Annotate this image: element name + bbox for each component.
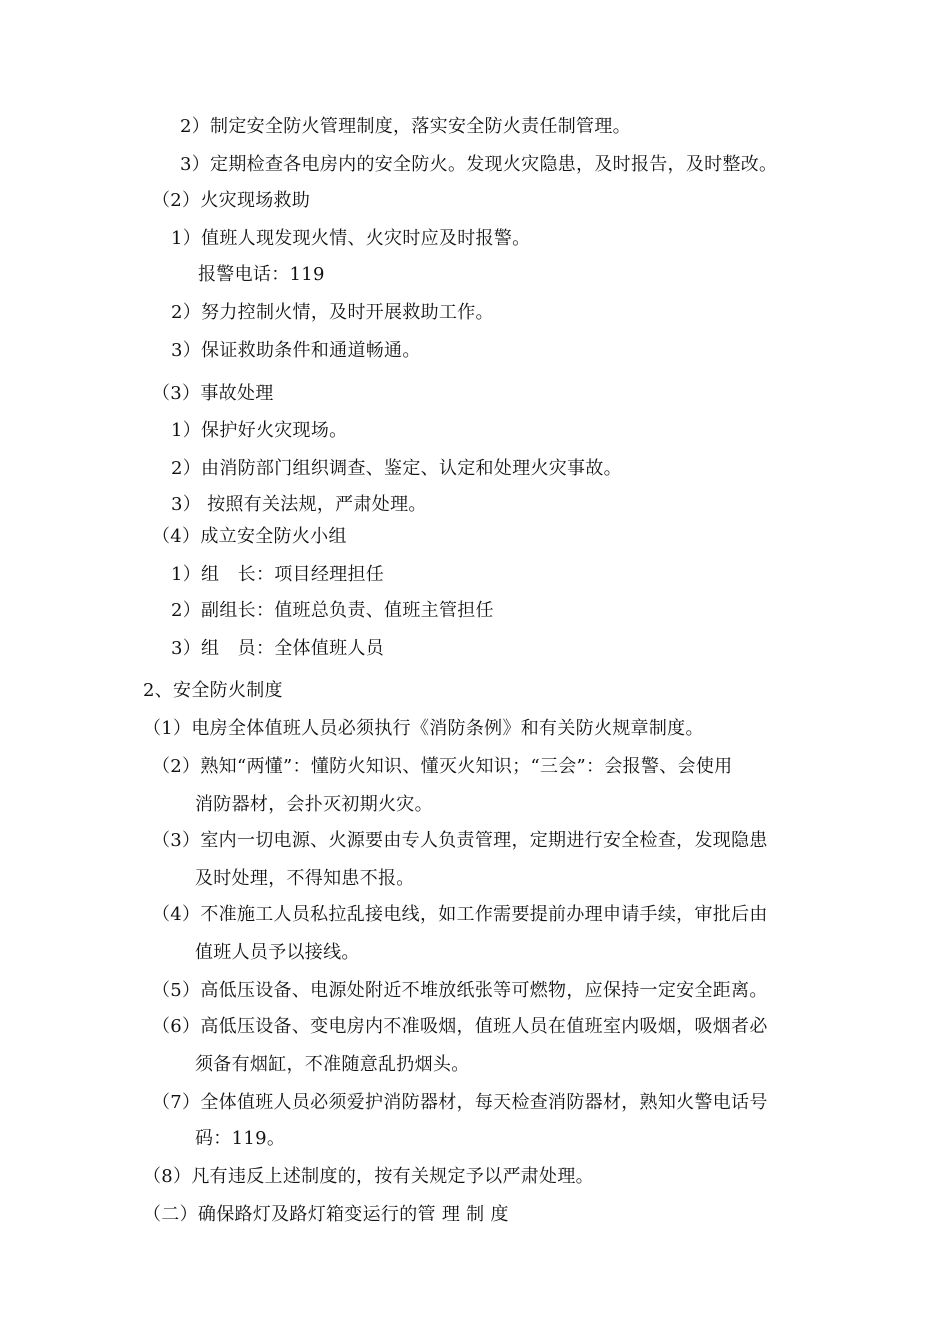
- text-line: （8）凡有违反上述制度的，按有关规定予以严肃处理。: [143, 1166, 594, 1187]
- text-line: 码：119。: [195, 1128, 286, 1149]
- text-line: 消防器材，会扑灭初期火灾。: [195, 794, 433, 815]
- text-line: （5）高低压设备、电源处附近不堆放纸张等可燃物，应保持一定安全距离。: [152, 980, 768, 1001]
- text-line: 2）副组长：值班总负责、值班主管担任: [171, 600, 494, 621]
- text-line: （3）室内一切电源、火源要由专人负责管理，定期进行安全检查，发现隐患: [152, 830, 768, 851]
- text-line: （4）不准施工人员私拉乱接电线，如工作需要提前办理申请手续，审批后由: [152, 904, 768, 925]
- text-line: （7）全体值班人员必须爱护消防器材，每天检查消防器材，熟知火警电话号: [152, 1092, 768, 1113]
- text-line: 2）制定安全防火管理制度，落实安全防火责任制管理。: [180, 116, 631, 137]
- text-line: 1）保护好火灾现场。: [171, 420, 348, 441]
- text-line: 及时处理，不得知患不报。: [195, 868, 415, 889]
- text-line: （1）电房全体值班人员必须执行《消防条例》和有关防火规章制度。: [143, 718, 704, 739]
- text-line: 3）组 员：全体值班人员: [171, 638, 385, 659]
- text-line: 2）努力控制火情，及时开展救助工作。: [171, 302, 494, 323]
- text-line: （6）高低压设备、变电房内不准吸烟，值班人员在值班室内吸烟，吸烟者必: [152, 1016, 768, 1037]
- text-line: 须备有烟缸，不准随意乱扔烟头。: [195, 1054, 470, 1075]
- text-line: 报警电话：119: [198, 264, 325, 285]
- text-line: 3）定期检查各电房内的安全防火。发现火灾隐患，及时报告，及时整改。: [180, 154, 778, 175]
- section-heading: （2）火灾现场救助: [152, 190, 311, 211]
- text-line: 3） 按照有关法规，严肃处理。: [171, 494, 427, 515]
- text-line: 2）由消防部门组织调查、鉴定、认定和处理火灾事故。: [171, 458, 622, 479]
- section-heading: （3）事故处理: [152, 383, 274, 404]
- text-line: 3）保证救助条件和通道畅通。: [171, 340, 421, 361]
- text-line: 1）值班人现发现火情、火灾时应及时报警。: [171, 228, 531, 249]
- section-heading: （二）确保路灯及路灯箱变运行的管 理 制 度: [143, 1204, 509, 1225]
- section-heading: （4）成立安全防火小组: [152, 526, 347, 547]
- text-line: 值班人员予以接线。: [195, 942, 360, 963]
- text-line: 1）组 长：项目经理担任: [171, 564, 385, 585]
- section-heading: 2、安全防火制度: [143, 680, 283, 701]
- text-line: （2）熟知“两懂”：懂防火知识、懂灭火知识；“三会”：会报警、会使用: [152, 756, 733, 777]
